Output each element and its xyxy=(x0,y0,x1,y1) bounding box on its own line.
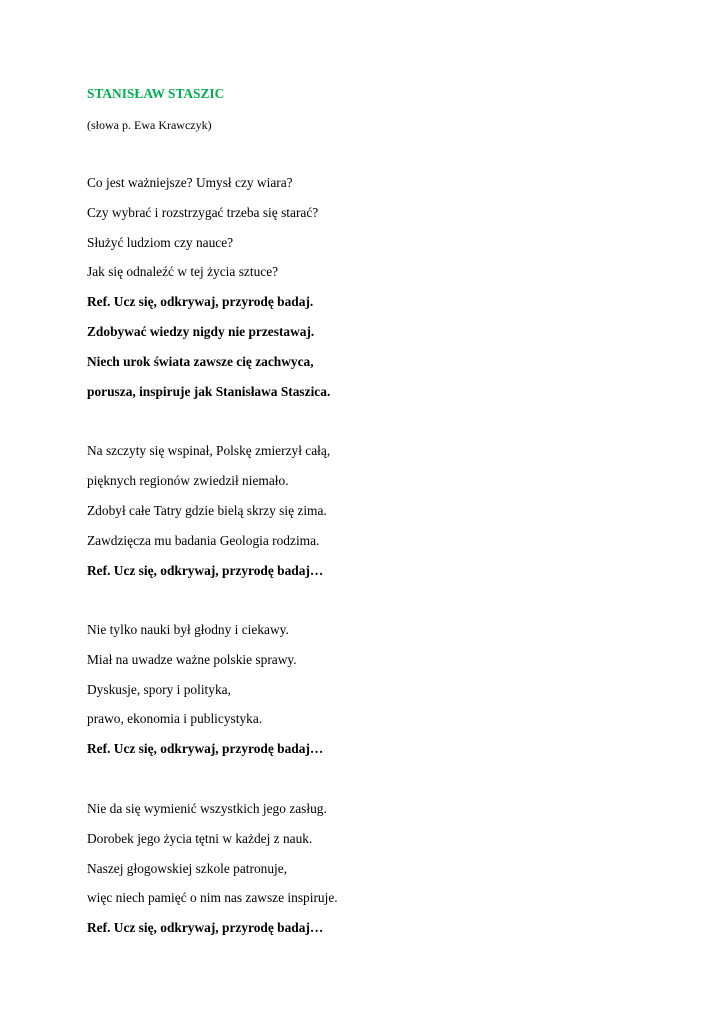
document-subtitle: (słowa p. Ewa Krawczyk) xyxy=(87,118,212,132)
stanza-3-line-3: Dyskusje, spory i polityka, xyxy=(87,682,231,697)
stanza-4-line-2: Dorobek jego życia tętni w każdej z nauk. xyxy=(87,831,313,846)
refrain-1-line-1: Ref. Ucz się, odkrywaj, przyrodę badaj. xyxy=(87,294,314,309)
stanza-3-line-2: Miał na uwadze ważne polskie sprawy. xyxy=(87,652,297,667)
stanza-1-line-4: Jak się odnaleźć w tej życia sztuce? xyxy=(87,264,279,279)
refrain-1-line-4: porusza, inspiruje jak Stanisława Staszica. xyxy=(87,384,331,399)
refrain-1-line-3: Niech urok świata zawsze cię zachwyca, xyxy=(87,354,314,369)
stanza-1-line-2: Czy wybrać i rozstrzygać trzeba się starać? xyxy=(87,205,319,220)
stanza-2-line-4: Zawdzięcza mu badania Geologia rodzima. xyxy=(87,533,320,548)
stanza-3-line-4: prawo, ekonomia i publicystyka. xyxy=(87,711,263,726)
document-title: STANISŁAW STASZIC xyxy=(87,86,225,101)
stanza-2-line-1: Na szczyty się wspinał, Polskę zmierzył całą, xyxy=(87,443,331,458)
refrain-1-line-2: Zdobywać wiedzy nigdy nie przestawaj. xyxy=(87,324,315,339)
stanza-2-line-3: Zdobył całe Tatry gdzie bielą skrzy się zima. xyxy=(87,503,327,518)
stanza-2-line-2: pięknych regionów zwiedził niemało. xyxy=(87,473,289,488)
refrain-4: Ref. Ucz się, odkrywaj, przyrodę badaj… xyxy=(87,920,324,935)
stanza-4-line-4: więc niech pamięć o nim nas zawsze inspiruje. xyxy=(87,890,338,905)
stanza-1-line-1: Co jest ważniejsze? Umysł czy wiara? xyxy=(87,175,293,190)
stanza-4-line-3: Naszej głogowskiej szkole patronuje, xyxy=(87,861,288,876)
stanza-3-line-1: Nie tylko nauki był głodny i ciekawy. xyxy=(87,622,289,637)
refrain-2: Ref. Ucz się, odkrywaj, przyrodę badaj… xyxy=(87,563,324,578)
refrain-3: Ref. Ucz się, odkrywaj, przyrodę badaj… xyxy=(87,741,324,756)
stanza-4-line-1: Nie da się wymienić wszystkich jego zasług. xyxy=(87,801,327,816)
stanza-1-line-3: Służyć ludziom czy nauce? xyxy=(87,235,234,250)
